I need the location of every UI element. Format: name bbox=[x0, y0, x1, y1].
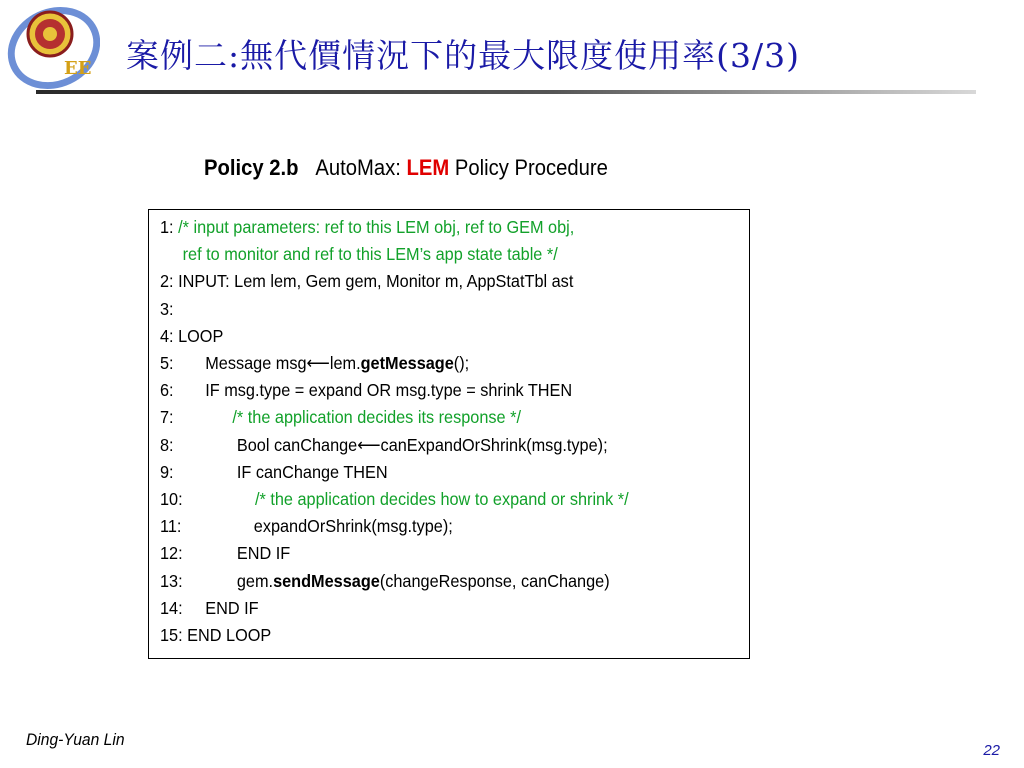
code-line bbox=[160, 462, 388, 482]
code-text: 15: END LOOP bbox=[160, 625, 272, 645]
code-text: 7: bbox=[160, 407, 233, 428]
author-name: Ding-Yuan Lin bbox=[26, 730, 125, 749]
code-text: 12: END IF bbox=[160, 543, 291, 564]
code-method-name: getMessage bbox=[360, 353, 454, 373]
code-text: 10: bbox=[160, 489, 255, 509]
code-comment: /* input parameters: ref to this LEM obj, ref to GEM obj, bbox=[178, 217, 575, 237]
policy-label: Policy 2.b bbox=[204, 155, 299, 180]
code-text: (changeResponse, canChange) bbox=[379, 570, 610, 591]
code-text: 9: IF canChange THEN bbox=[160, 461, 388, 482]
code-line bbox=[160, 543, 290, 563]
slide-title: 案例二:無代價情況下的最大限度使用率(3/3) bbox=[126, 36, 800, 75]
code-text: 8: Bool canChange⟵canExpandOrShrink(msg.type); bbox=[160, 434, 608, 455]
code-line bbox=[160, 516, 453, 536]
code-line bbox=[160, 571, 610, 591]
page-number: 22 bbox=[983, 742, 1000, 759]
code-method-name: sendMessage bbox=[273, 570, 380, 591]
university-seal-icon bbox=[4, 4, 100, 90]
heading-prefix: AutoMax: bbox=[315, 155, 407, 180]
code-line bbox=[160, 326, 223, 346]
code-text: 5: Message msg⟵lem. bbox=[160, 353, 361, 373]
code-text: (); bbox=[453, 353, 470, 373]
code-text: 13: gem. bbox=[160, 570, 274, 591]
code-text: 2: INPUT: Lem lem, Gem gem, Monitor m, AppStatTbl ast bbox=[160, 271, 574, 292]
code-line bbox=[160, 244, 558, 264]
code-line bbox=[160, 598, 259, 618]
heading-suffix: Policy Procedure bbox=[449, 155, 608, 180]
pseudocode-box bbox=[148, 209, 750, 659]
svg-text:EE: EE bbox=[64, 58, 92, 79]
code-text: 14: END IF bbox=[160, 597, 259, 618]
code-line bbox=[160, 435, 608, 455]
code-line bbox=[160, 299, 174, 319]
code-line bbox=[160, 217, 574, 237]
code-text bbox=[160, 244, 183, 264]
code-text: 1: bbox=[160, 217, 179, 237]
code-line bbox=[160, 407, 521, 427]
code-line bbox=[160, 353, 469, 373]
title-divider bbox=[36, 90, 976, 94]
code-comment: /* the application decides how to expand or shrink */ bbox=[254, 489, 629, 509]
code-line bbox=[160, 271, 573, 291]
code-comment: /* the application decides its response */ bbox=[232, 407, 521, 428]
code-line bbox=[160, 625, 271, 645]
heading-lem: LEM bbox=[406, 155, 450, 180]
code-comment: ref to monitor and ref to this LEM’s app state table */ bbox=[182, 244, 558, 265]
code-line bbox=[160, 380, 572, 400]
policy-heading bbox=[204, 155, 608, 181]
code-line bbox=[160, 489, 629, 509]
code-text: 4: LOOP bbox=[160, 325, 224, 346]
code-text: 11: expandOrShrink(msg.type); bbox=[160, 516, 453, 537]
code-text: 6: IF msg.type = expand OR msg.type = shrink THEN bbox=[160, 380, 573, 401]
logo bbox=[4, 4, 100, 90]
code-text: 3: bbox=[160, 298, 174, 319]
